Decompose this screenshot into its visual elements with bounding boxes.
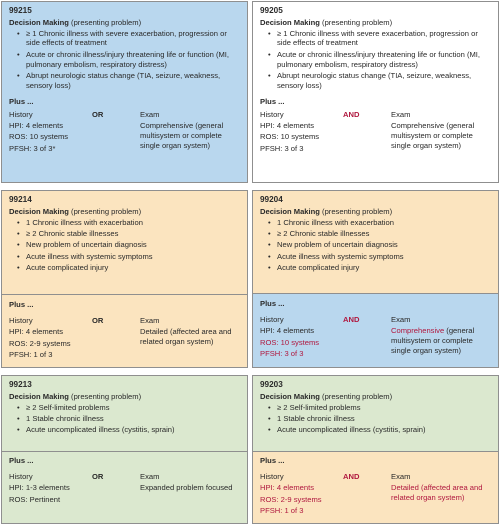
exam-column: [391, 472, 491, 517]
exam-heading: Exam: [391, 109, 411, 119]
history-item: HPI: 4 elements: [9, 120, 64, 130]
requirements-panel: [253, 293, 498, 367]
plus-label: Plus ...: [260, 299, 285, 308]
operator-label: OR: [92, 471, 104, 481]
requirements-panel: [253, 451, 498, 523]
plus-label: Plus ...: [9, 300, 34, 309]
code-label: 99203: [260, 380, 283, 389]
list-item: • 1 Stable chronic illness: [268, 414, 491, 424]
history-item: PFSH: 3 of 3*: [9, 143, 56, 153]
list-item: • ≥ 2 Self-limited problems: [17, 403, 240, 413]
exam-text: Detailed (affected area and related organ system): [391, 483, 483, 503]
card-99204: [252, 190, 499, 368]
operator-label: AND: [343, 109, 360, 119]
requirements-row: [260, 315, 491, 360]
requirements-row: [260, 472, 491, 517]
history-item: PFSH: 3 of 3: [260, 143, 304, 153]
exam-heading: Exam: [391, 471, 411, 481]
list-item: • Acute or chronic illness/injury threatening life or function (MI, pulmonary embolism, respiratory distress): [17, 50, 240, 70]
problem-list: [260, 403, 491, 436]
list-item: • Acute uncomplicated illness (cystitis, sprain): [17, 425, 240, 435]
problem-list: [9, 29, 240, 91]
problem-list: [9, 218, 240, 273]
exam-heading: Exam: [140, 109, 160, 119]
history-item: PFSH: 1 of 3: [9, 349, 53, 359]
list-item: • Acute complicated injury: [268, 263, 491, 273]
history-item: ROS: 10 systems: [9, 132, 69, 142]
history-item: HPI: 4 elements: [260, 483, 315, 493]
operator-label: OR: [92, 109, 104, 119]
history-item: ROS: 10 systems: [260, 337, 320, 347]
exam-column: [391, 110, 491, 155]
list-item: • Acute illness with systemic symptoms: [268, 252, 491, 262]
history-column: [9, 316, 92, 361]
list-item: • Acute uncomplicated illness (cystitis, sprain): [268, 425, 491, 435]
plus-label: Plus ...: [260, 456, 285, 465]
list-item: • 1 Chronic illness with exacerbation: [17, 218, 240, 228]
plus-label: Plus ...: [9, 96, 34, 106]
history-item: HPI: 4 elements: [260, 120, 315, 130]
exam-text: Comprehensive (general multisystem or complete single organ system): [391, 326, 475, 355]
card-99203: [252, 375, 499, 524]
history-heading: History: [9, 109, 33, 119]
history-item: ROS: 2-9 systems: [9, 338, 71, 348]
history-heading: History: [260, 109, 284, 119]
history-heading: History: [9, 471, 33, 481]
code-label: 99213: [9, 380, 32, 389]
history-item: HPI: 4 elements: [9, 327, 64, 337]
list-item: • ≥ 1 Chronic illness with severe exacerbation, progression or side effects of treatment: [17, 29, 240, 49]
exam-heading: Exam: [140, 315, 160, 325]
list-item: • ≥ 2 Self-limited problems: [268, 403, 491, 413]
list-item: • 1 Chronic illness with exacerbation: [268, 218, 491, 228]
card-99205: [252, 1, 499, 183]
exam-column: [140, 316, 240, 361]
problem-list: [260, 29, 491, 91]
history-heading: History: [9, 315, 33, 325]
decision-making-heading: Decision Making (presenting problem): [260, 391, 393, 401]
problem-list: [9, 403, 240, 436]
plus-label: Plus ...: [260, 96, 285, 106]
exam-text: Comprehensive (general multisystem or complete single organ system): [391, 120, 475, 150]
list-item: • New problem of uncertain diagnosis: [268, 240, 491, 250]
requirements-row: [9, 472, 240, 506]
decision-making-heading: Decision Making (presenting problem): [9, 206, 142, 216]
code-label: 99205: [260, 6, 283, 15]
list-item: • Acute or chronic illness/injury threatening life or function (MI, pulmonary embolism, respiratory distress): [268, 50, 491, 70]
history-item: PFSH: 1 of 3: [260, 505, 304, 515]
list-item: • New problem of uncertain diagnosis: [17, 240, 240, 250]
history-item: ROS: 10 systems: [260, 132, 320, 142]
exam-heading: Exam: [391, 314, 411, 324]
exam-text: Comprehensive (general multisystem or complete single organ system): [140, 120, 224, 150]
history-column: [9, 110, 92, 155]
history-heading: History: [260, 314, 284, 324]
history-column: [9, 472, 92, 506]
requirements-row: [9, 110, 240, 155]
exam-column: [391, 315, 491, 360]
list-item: • ≥ 2 Chronic stable illnesses: [17, 229, 240, 239]
card-99215: [1, 1, 248, 183]
list-item: • Acute illness with systemic symptoms: [17, 252, 240, 262]
decision-making-heading: Decision Making (presenting problem): [260, 206, 393, 216]
exam-text: Expanded problem focused: [140, 483, 233, 493]
decision-making-heading: Decision Making (presenting problem): [260, 17, 393, 27]
history-item: HPI: 1-3 elements: [9, 483, 70, 493]
code-label: 99214: [9, 195, 32, 204]
history-column: [260, 315, 343, 360]
history-item: ROS: 2-9 systems: [260, 494, 322, 504]
decision-making-heading: Decision Making (presenting problem): [9, 17, 142, 27]
operator-label: AND: [343, 314, 360, 324]
plus-label: Plus ...: [9, 456, 34, 465]
exam-heading: Exam: [140, 471, 160, 481]
operator-label: OR: [92, 315, 104, 325]
history-column: [260, 472, 343, 517]
list-item: • Abrupt neurologic status change (TIA, seizure, weakness, sensory loss): [268, 71, 491, 91]
operator-label: AND: [343, 471, 360, 481]
code-label: 99215: [9, 6, 32, 15]
exam-text: Detailed (affected area and related organ system): [140, 327, 232, 347]
requirements-row: [9, 316, 240, 361]
history-item: HPI: 4 elements: [260, 326, 315, 336]
card-99214: [1, 190, 248, 368]
list-item: • ≥ 2 Chronic stable illnesses: [268, 229, 491, 239]
exam-column: [140, 472, 240, 506]
list-item: • Abrupt neurologic status change (TIA, seizure, weakness, sensory loss): [17, 71, 240, 91]
history-item: PFSH: 3 of 3: [260, 348, 304, 358]
history-heading: History: [260, 471, 284, 481]
code-label: 99204: [260, 195, 283, 204]
decision-making-heading: Decision Making (presenting problem): [9, 391, 142, 401]
history-column: [260, 110, 343, 155]
history-item: ROS: Pertinent: [9, 494, 61, 504]
list-item: • ≥ 1 Chronic illness with severe exacerbation, progression or side effects of treatment: [268, 29, 491, 49]
list-item: • 1 Stable chronic illness: [17, 414, 240, 424]
card-99213: [1, 375, 248, 524]
list-item: • Acute complicated injury: [17, 263, 240, 273]
exam-column: [140, 110, 240, 155]
problem-list: [260, 218, 491, 273]
requirements-row: [260, 110, 491, 155]
